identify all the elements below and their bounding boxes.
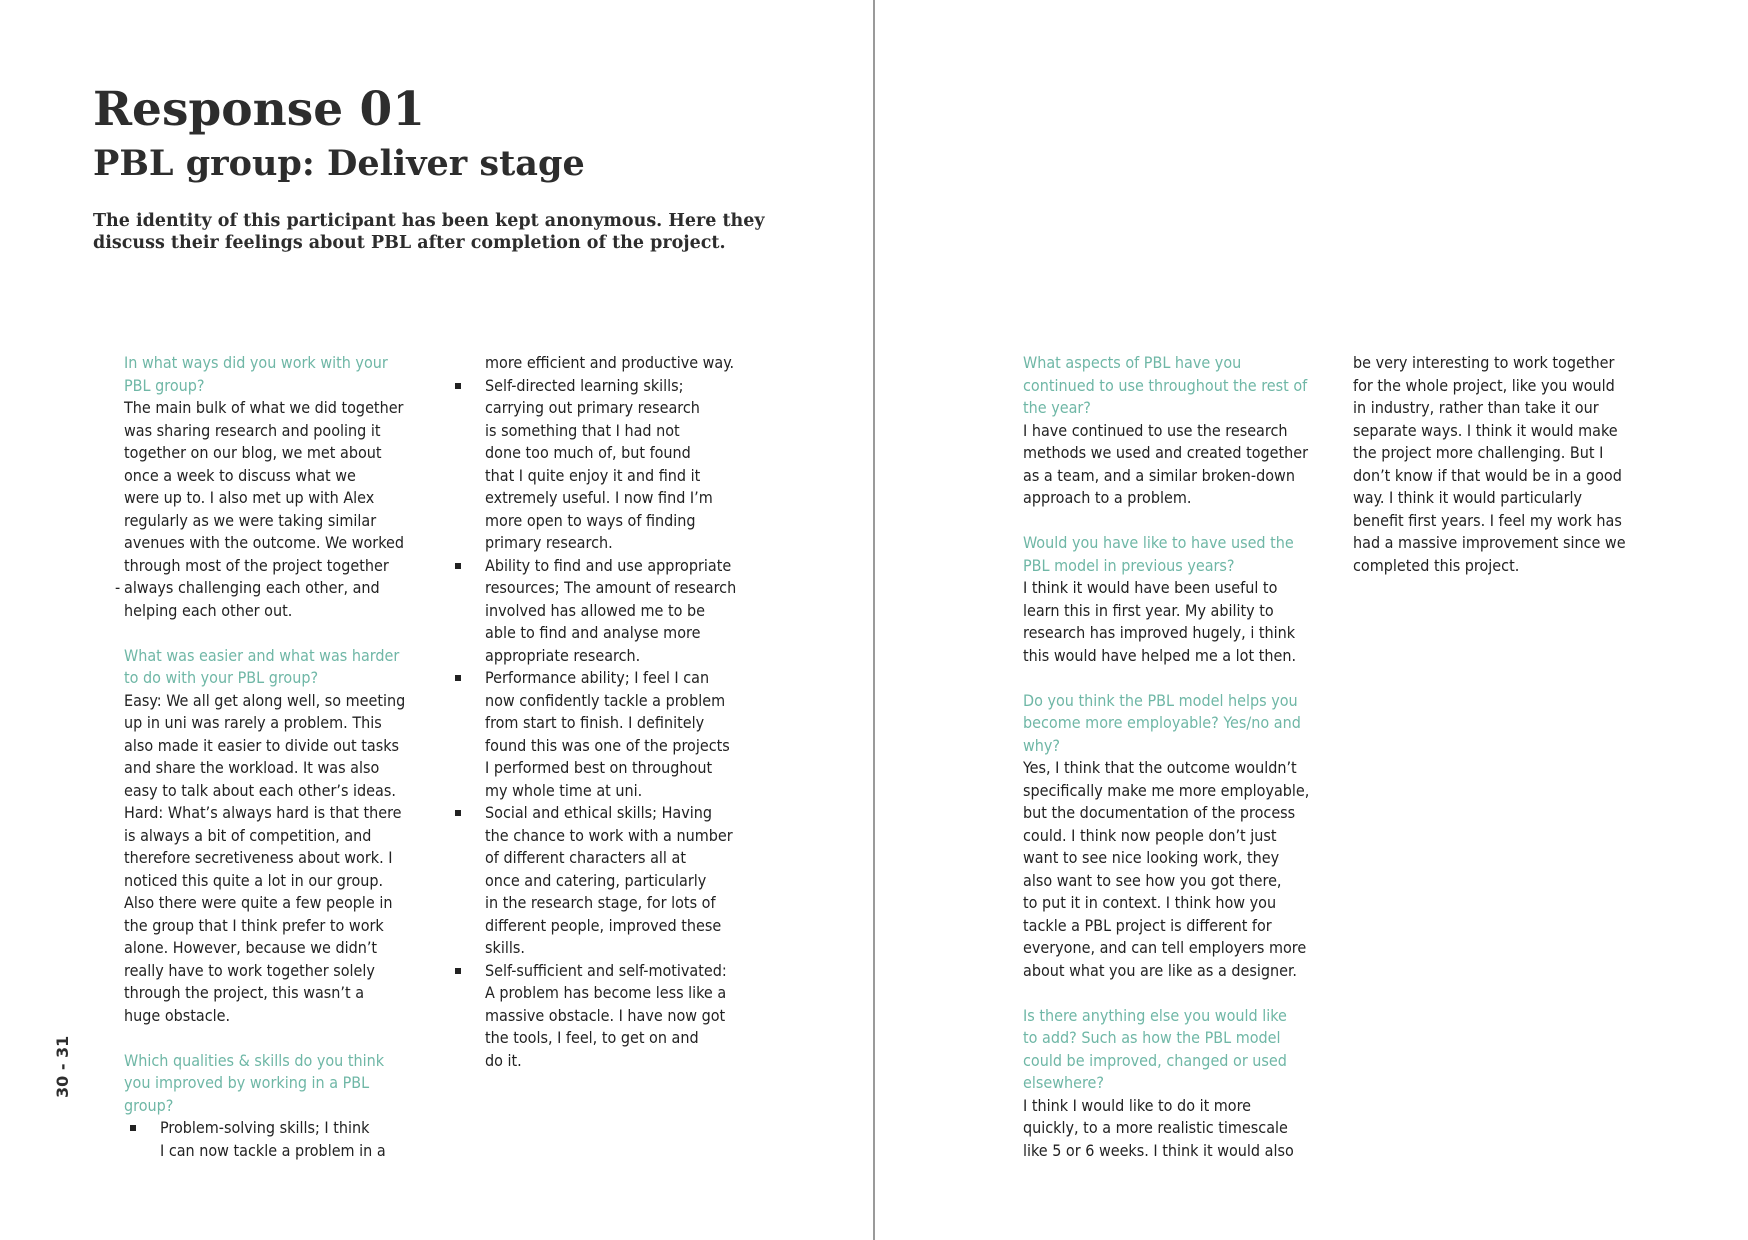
- list-item: [124, 1117, 442, 1162]
- text-line: more open to ways of finding: [485, 510, 696, 530]
- text-line: once and catering, particularly: [485, 870, 707, 890]
- bullet-square-icon: [455, 563, 461, 569]
- question-q6: [1023, 690, 1341, 758]
- text-line: everyone, and can tell employers more: [1023, 938, 1307, 957]
- text-line: carrying out primary research: [485, 398, 700, 417]
- list-item: [449, 375, 769, 555]
- text-line: as a team, and a similar broken-down: [1023, 465, 1295, 485]
- answer-q1: [115, 397, 442, 622]
- dash-marker: -: [115, 578, 121, 597]
- column-1: [115, 352, 442, 1162]
- answer-q7-continued: [1353, 352, 1673, 577]
- text-line: together on our blog, we met about: [124, 443, 382, 462]
- question-q4: [1023, 352, 1341, 420]
- text-line: PBL group?: [124, 375, 205, 395]
- text-line: methods we used and created together: [1023, 443, 1309, 462]
- text-line: I can now tackle a problem in a: [160, 1140, 386, 1160]
- intro-line: The identity of this participant has been kept anonymous. Here they: [93, 211, 765, 231]
- text-line: tackle a PBL project is different for: [1023, 915, 1272, 935]
- text-line: Which qualities & skills do you think: [124, 1050, 385, 1070]
- page-title: Response 01: [93, 82, 425, 137]
- text-line: approach to a problem.: [1023, 488, 1192, 507]
- text-line: Problem-solving skills; I think: [160, 1118, 370, 1137]
- spacer: [1023, 982, 1341, 1005]
- page-number: 30 - 31: [53, 1035, 72, 1098]
- text-line: you improved by working in a PBL: [124, 1073, 370, 1092]
- text-line: Is there anything else you would like: [1023, 1005, 1287, 1025]
- answer-q4: [1023, 420, 1341, 510]
- text-line: is always a bit of competition, and: [124, 825, 372, 845]
- text-line: Would you have like to have used the: [1023, 533, 1294, 552]
- list-item-text: [160, 1117, 442, 1162]
- spacer: [1023, 510, 1341, 533]
- text-line: A problem has become less like a: [485, 983, 727, 1002]
- bullet-continuation: [449, 352, 769, 375]
- list-item-text: [485, 960, 769, 1073]
- bullet-square-icon: [130, 1125, 136, 1131]
- text-line: to add? Such as how the PBL model: [1023, 1028, 1281, 1047]
- list-item: [449, 802, 769, 960]
- text-line: Self-sufficient and self-motivated:: [485, 960, 727, 980]
- question-q2: [124, 645, 442, 690]
- list-item-text: [485, 802, 769, 960]
- text-line: become more employable? Yes/no and: [1023, 713, 1301, 732]
- question-q3: [124, 1050, 442, 1118]
- text-line: I think I would like to do it more: [1023, 1095, 1252, 1115]
- text-line: skills.: [485, 938, 525, 957]
- text-line: quickly, to a more realistic timescale: [1023, 1118, 1288, 1137]
- text-line: to put it in context. I think how you: [1023, 893, 1277, 912]
- text-line: research has improved hugely, i think: [1023, 623, 1296, 642]
- text-line: elsewhere?: [1023, 1073, 1105, 1092]
- text-line: but the documentation of the process: [1023, 803, 1296, 822]
- list-item-text: [485, 555, 769, 668]
- text-line: once a week to discuss what we: [124, 465, 356, 485]
- question-q7: [1023, 1005, 1341, 1095]
- text-line: the tools, I feel, to get on and: [485, 1028, 699, 1047]
- question-q5: [1023, 532, 1341, 577]
- text-line: like 5 or 6 weeks. I think it would also: [1023, 1140, 1294, 1160]
- text-line: and share the workload. It was also: [124, 758, 380, 777]
- text-line: that I quite enjoy it and find it: [485, 465, 701, 485]
- text-line: involved has allowed me to be: [485, 600, 705, 620]
- column-4: [1353, 352, 1673, 577]
- text-line: more efficient and productive way.: [485, 353, 735, 372]
- answer-q1-lines: [124, 397, 442, 577]
- text-line: benefit first years. I feel my work has: [1353, 510, 1622, 530]
- page-spine-divider: [873, 0, 875, 1240]
- text-line: The main bulk of what we did together: [124, 398, 404, 417]
- answer-q6: [1023, 757, 1341, 982]
- list-item: [449, 960, 769, 1073]
- text-line: Ability to find and use appropriate: [485, 555, 732, 575]
- answer-q7: [1023, 1095, 1341, 1163]
- answer-q2: [124, 690, 442, 1028]
- text-line: of different characters all at: [485, 848, 686, 867]
- bullet-square-icon: [455, 675, 461, 681]
- text-line: learn this in first year. My ability to: [1023, 600, 1274, 620]
- text-line: way. I think it would particularly: [1353, 488, 1583, 507]
- text-line: to do with your PBL group?: [124, 668, 319, 687]
- text-line: up in uni was rarely a problem. This: [124, 713, 382, 732]
- text-line: different people, improved these: [485, 915, 722, 935]
- text-line: therefore secretiveness about work. I: [124, 848, 393, 867]
- text-line: through most of the project together: [124, 555, 389, 575]
- text-line: could be improved, changed or used: [1023, 1050, 1287, 1070]
- dash-text: always challenging each other, and: [124, 578, 380, 597]
- text-line: Performance ability; I feel I can: [485, 668, 710, 687]
- text-line: don’t know if that would be in a good: [1353, 465, 1622, 485]
- text-line: Also there were quite a few people in: [124, 893, 393, 912]
- text-line: the chance to work with a number: [485, 825, 733, 845]
- text-line: why?: [1023, 735, 1061, 755]
- text-line: specifically make me more employable,: [1023, 780, 1310, 800]
- text-line: the year?: [1023, 398, 1091, 417]
- spacer: [124, 622, 442, 645]
- text-line: noticed this quite a lot in our group.: [124, 870, 384, 890]
- text-line: the project more challenging. But I: [1353, 443, 1604, 462]
- list-item-text: [485, 667, 769, 802]
- question-q1: [124, 352, 442, 397]
- text-line: helping each other out.: [124, 600, 293, 620]
- spacer: [1023, 667, 1341, 690]
- text-line: want to see nice looking work, they: [1023, 848, 1280, 867]
- bullet-square-icon: [455, 968, 461, 974]
- text-line: completed this project.: [1353, 555, 1520, 575]
- answer-q1-end: [124, 600, 442, 623]
- text-line: was sharing research and pooling it: [124, 420, 381, 440]
- bullet-square-icon: [455, 383, 461, 389]
- text-line: could. I think now people don’t just: [1023, 825, 1277, 845]
- text-line: my whole time at uni.: [485, 780, 643, 800]
- text-line: Hard: What’s always hard is that there: [124, 803, 402, 822]
- text-line: this would have helped me a lot then.: [1023, 645, 1297, 665]
- text-line: Social and ethical skills; Having: [485, 803, 713, 822]
- skills-list: [124, 1117, 442, 1162]
- column-3: [1023, 352, 1341, 1162]
- column-2: [449, 352, 769, 1072]
- text-line: Easy: We all get along well, so meeting: [124, 690, 406, 710]
- text-line: is something that I had not: [485, 420, 680, 440]
- text-line: easy to talk about each other’s ideas.: [124, 780, 396, 800]
- text-line: found this was one of the projects: [485, 735, 730, 755]
- text-line: were up to. I also met up with Alex: [124, 488, 375, 507]
- text-line: Yes, I think that the outcome wouldn’t: [1023, 758, 1297, 777]
- text-line: be very interesting to work together: [1353, 353, 1615, 372]
- text-line: group?: [124, 1095, 174, 1115]
- text-line: had a massive improvement since we: [1353, 533, 1626, 552]
- text-line: I performed best on throughout: [485, 758, 713, 777]
- list-item: [449, 555, 769, 668]
- text-line: Do you think the PBL model helps you: [1023, 690, 1298, 710]
- text-line: also made it easier to divide out tasks: [124, 735, 400, 755]
- text-line: done too much of, but found: [485, 443, 691, 462]
- text-line: What was easier and what was harder: [124, 645, 400, 665]
- text-line: in industry, rather than take it our: [1353, 398, 1599, 417]
- text-line: What aspects of PBL have you: [1023, 353, 1242, 372]
- text-line: alone. However, because we didn’t: [124, 938, 378, 957]
- text-line: also want to see how you got there,: [1023, 870, 1282, 890]
- text-line: really have to work together solely: [124, 960, 375, 980]
- intro-paragraph: [93, 210, 793, 254]
- text-line: separate ways. I think it would make: [1353, 420, 1618, 440]
- skills-list-continued: [449, 375, 769, 1073]
- text-line: I have continued to use the research: [1023, 420, 1288, 440]
- text-line: the group that I think prefer to work: [124, 915, 384, 935]
- text-line: extremely useful. I now find I’m: [485, 488, 713, 507]
- dash-line: [115, 577, 442, 600]
- list-item-text: [485, 375, 769, 555]
- text-line: in the research stage, for lots of: [485, 893, 716, 912]
- text-line: appropriate research.: [485, 645, 641, 665]
- text-line: for the whole project, like you would: [1353, 375, 1615, 395]
- text-line: now confidently tackle a problem: [485, 690, 726, 710]
- text-line: able to find and analyse more: [485, 623, 701, 642]
- text-line: resources; The amount of research: [485, 578, 737, 597]
- list-item: [449, 667, 769, 802]
- text-line: PBL model in previous years?: [1023, 555, 1235, 575]
- text-line: huge obstacle.: [124, 1005, 231, 1025]
- text-line: I think it would have been useful to: [1023, 578, 1278, 597]
- text-line: through the project, this wasn’t a: [124, 983, 365, 1002]
- intro-line: discuss their feelings about PBL after completion of the project.: [93, 233, 726, 253]
- text-line: from start to finish. I definitely: [485, 713, 705, 732]
- text-line: In what ways did you work with your: [124, 353, 388, 372]
- spacer: [124, 1027, 442, 1050]
- answer-q5: [1023, 577, 1341, 667]
- text-line: continued to use throughout the rest of: [1023, 375, 1308, 395]
- text-line: regularly as we were taking similar: [124, 510, 377, 530]
- text-line: about what you are like as a designer.: [1023, 960, 1297, 980]
- text-line: do it.: [485, 1050, 522, 1070]
- text-line: massive obstacle. I have now got: [485, 1005, 726, 1025]
- page-subtitle: PBL group: Deliver stage: [93, 143, 585, 184]
- text-line: Self-directed learning skills;: [485, 375, 684, 395]
- bullet-square-icon: [455, 810, 461, 816]
- text-line: avenues with the outcome. We worked: [124, 533, 404, 552]
- text-line: primary research.: [485, 533, 613, 552]
